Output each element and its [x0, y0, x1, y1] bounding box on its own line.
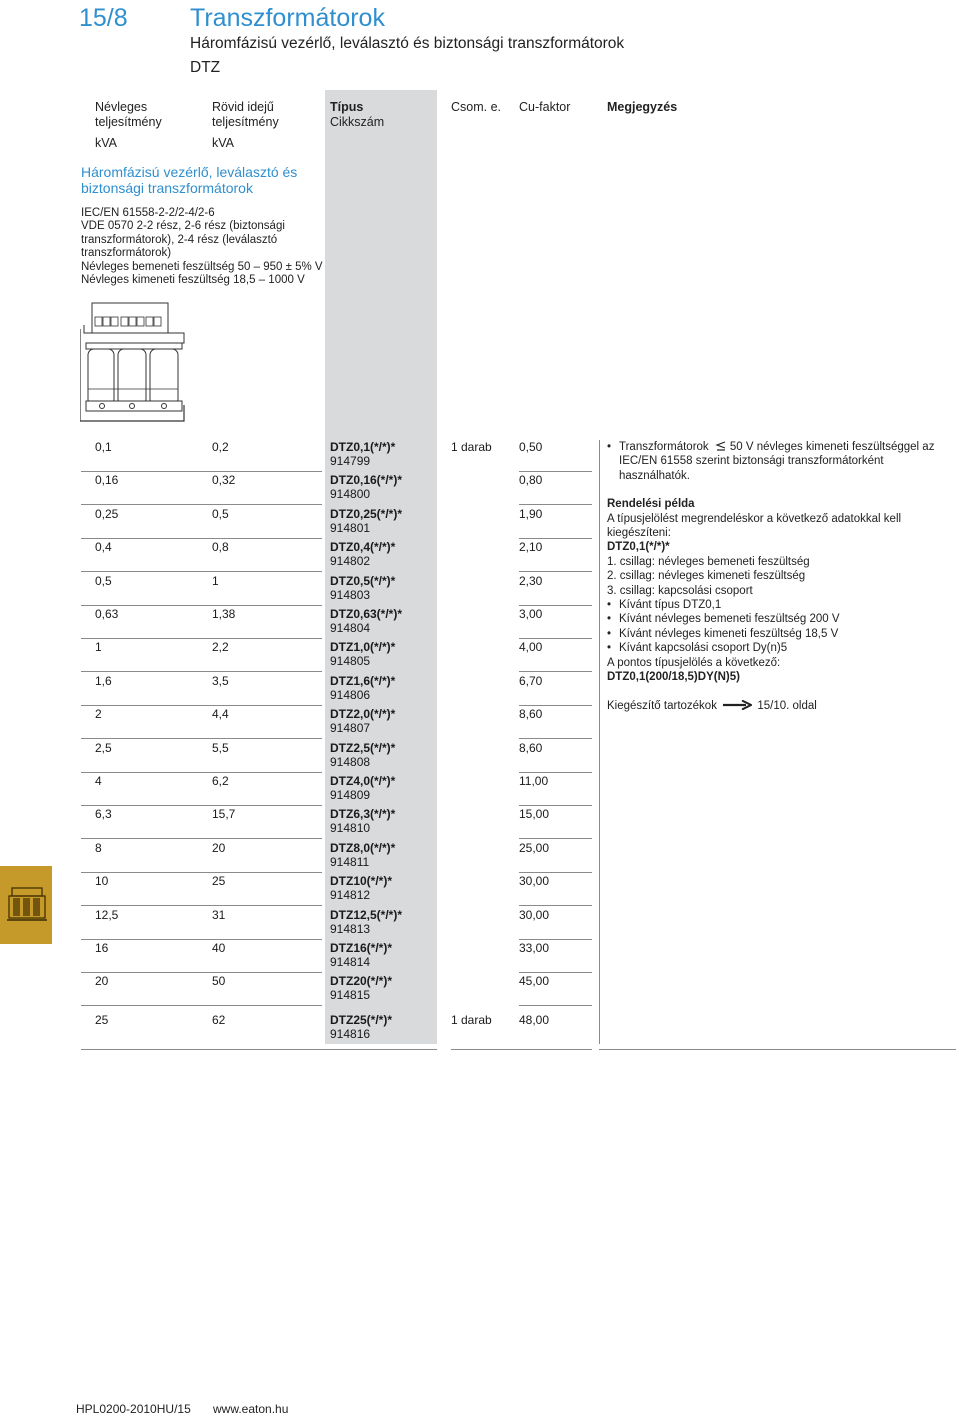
exact-code: DTZ0,1(200/18,5)DY(N)5) — [607, 671, 740, 684]
row-divider — [519, 705, 592, 706]
type-code-cell: DTZ0,4(*/*)* — [330, 540, 396, 555]
row-divider — [212, 471, 322, 472]
row-divider — [519, 571, 592, 572]
short-power-cell: 0,5 — [212, 506, 229, 521]
article-number-cell: 914813 — [330, 921, 371, 936]
short-power-cell: 4,4 — [212, 707, 229, 722]
remarks-block — [607, 440, 957, 713]
article-number-cell: 914811 — [330, 854, 370, 869]
row-divider — [212, 638, 322, 639]
type-code-cell: DTZ12,5(*/*)* — [330, 907, 403, 922]
header-rated-power: Névleges teljesítmény kVA — [95, 100, 162, 150]
rated-power-cell: 0,1 — [95, 440, 112, 454]
wanted-3: • Kívánt névleges kimeneti feszültség 18,5 V — [607, 627, 957, 641]
article-number-cell: 914809 — [330, 788, 371, 802]
rated-power-cell: 2,5 — [95, 740, 112, 755]
cu-factor-cell: 25,00 — [519, 840, 550, 855]
cu-factor-cell: 2,10 — [519, 540, 543, 555]
article-number-cell: 914816 — [330, 1026, 371, 1041]
row-divider — [519, 905, 592, 906]
accessory-line[interactable]: Kiegészítő tartozékok 15/10. oldal — [607, 699, 817, 712]
type-code-cell: DTZ1,6(*/*)* — [330, 673, 396, 688]
row-divider — [519, 939, 592, 940]
row-divider — [519, 671, 592, 672]
row-divider — [212, 504, 322, 505]
type-code-cell: DTZ8,0(*/*)* — [330, 840, 396, 855]
star-1: 1. csillag: névleges bemeneti feszültség — [607, 555, 810, 568]
section-title: Háromfázisú vezérlő, leválasztó és biztonsági transzformátorok — [81, 164, 298, 196]
short-power-cell: 6,2 — [212, 774, 229, 788]
rated-power-cell: 2 — [95, 707, 102, 722]
row-divider — [519, 471, 592, 472]
short-power-cell: 40 — [212, 941, 226, 955]
cu-factor-cell: 6,70 — [519, 673, 543, 688]
cu-factor-cell: 0,50 — [519, 440, 543, 454]
header-pack: Csom. e. — [451, 100, 502, 114]
chapter-title: Transzformátorok — [190, 4, 385, 32]
row-divider — [519, 504, 592, 505]
header-type: Típus Cikkszám — [330, 100, 385, 129]
article-number-cell: 914800 — [330, 487, 371, 502]
type-code-cell: DTZ2,5(*/*)* — [330, 740, 396, 755]
exact-text: A pontos típusjelölés a következő: — [607, 656, 781, 669]
rated-power-cell: 8 — [95, 840, 102, 855]
short-power-cell: 3,5 — [212, 673, 229, 688]
article-number-cell: 914814 — [330, 955, 371, 969]
article-number-cell: 914806 — [330, 687, 371, 702]
short-power-cell: 62 — [212, 1012, 226, 1027]
short-power-cell: 20 — [212, 840, 226, 855]
note-safety: • Transzformátorok 50 V névleges kimeneti feszültséggel az IEC/EN 61558 szerint biztonsági transzformátorként használhatók. — [607, 440, 957, 483]
cu-factor-cell: 30,00 — [519, 874, 550, 889]
cu-factor-cell: 8,60 — [519, 740, 543, 755]
short-power-cell: 50 — [212, 974, 226, 989]
rated-power-cell: 0,4 — [95, 540, 112, 555]
footer-code: HPL0200-2010HU/15 — [76, 1402, 191, 1416]
cu-factor-cell: 0,80 — [519, 473, 543, 488]
wanted-4: • Kívánt kapcsolási csoport Dy(n)5 — [607, 641, 957, 655]
rated-power-cell: 6,3 — [95, 807, 112, 822]
cu-factor-cell: 30,00 — [519, 907, 550, 922]
star-3: 3. csillag: kapcsolási csoport — [607, 584, 753, 597]
cu-factor-cell: 15,00 — [519, 807, 550, 822]
short-power-cell: 0,2 — [212, 440, 229, 454]
row-divider — [212, 972, 322, 973]
row-divider — [519, 1005, 592, 1006]
order-code: DTZ0,1(*/*)* — [607, 541, 670, 554]
page-subtitle: Háromfázisú vezérlő, leválasztó és biztonsági transzformátorok — [190, 35, 625, 52]
pack-unit-cell: 1 darab — [451, 440, 492, 454]
row-divider — [212, 872, 322, 873]
type-code-cell: DTZ20(*/*)* — [330, 974, 393, 989]
article-number-cell: 914807 — [330, 721, 371, 736]
rated-power-cell: 12,5 — [95, 907, 119, 922]
row-divider — [212, 705, 322, 706]
order-example-text: A típusjelölést megrendeléskor a következő adatokkal kell kiegészíteni: — [607, 512, 902, 540]
remarks-divider — [599, 440, 600, 1044]
row-divider — [519, 805, 592, 806]
short-power-cell: 5,5 — [212, 740, 229, 755]
type-code-cell: DTZ0,16(*/*)* — [330, 473, 403, 488]
wanted-2: • Kívánt névleges bemeneti feszültség 200 V — [607, 612, 957, 626]
short-power-cell: 25 — [212, 874, 226, 889]
footer-website[interactable]: www.eaton.hu — [213, 1402, 289, 1416]
type-code-cell: DTZ0,25(*/*)* — [330, 506, 403, 521]
row-divider — [212, 805, 322, 806]
short-power-cell: 15,7 — [212, 807, 236, 822]
arrow-right-icon — [722, 700, 752, 710]
row-divider — [519, 605, 592, 606]
transformer-icon — [0, 866, 52, 944]
short-power-cell: 1 — [212, 573, 219, 588]
header-cu-factor: Cu-faktor — [519, 100, 571, 114]
star-2: 2. csillag: névleges kimeneti feszültség — [607, 570, 806, 583]
row-divider — [519, 972, 592, 973]
cu-factor-cell: 11,00 — [519, 774, 549, 788]
short-power-cell: 1,38 — [212, 607, 236, 621]
chapter-side-tab — [0, 866, 52, 944]
type-code-cell: DTZ16(*/*)* — [330, 941, 393, 955]
cu-factor-cell: 2,30 — [519, 573, 543, 588]
cu-factor-cell: 33,00 — [519, 941, 550, 955]
article-number-cell: 914801 — [330, 520, 371, 535]
row-divider — [519, 538, 592, 539]
row-divider — [212, 605, 322, 606]
header-short-power: Rövid idejű teljesítmény kVA — [212, 100, 279, 150]
header-remark: Megjegyzés — [607, 100, 678, 114]
rated-power-cell: 0,63 — [95, 607, 119, 621]
article-number-cell: 914815 — [330, 988, 371, 1003]
cu-factor-cell: 3,00 — [519, 607, 543, 621]
cu-factor-cell: 48,00 — [519, 1012, 550, 1027]
rated-power-cell: 0,16 — [95, 473, 119, 488]
row-divider — [519, 772, 592, 773]
cu-factor-cell: 1,90 — [519, 506, 543, 521]
table-bottom-rule — [451, 1049, 592, 1050]
wanted-1: • Kívánt típus DTZ0,1 — [607, 598, 957, 612]
type-code-cell: DTZ0,5(*/*)* — [330, 573, 396, 588]
cu-factor-cell: 4,00 — [519, 640, 543, 655]
short-power-cell: 2,2 — [212, 640, 229, 655]
article-number-cell: 914810 — [330, 821, 371, 836]
rated-power-cell: 10 — [95, 874, 109, 889]
type-code-cell: DTZ2,0(*/*)* — [330, 707, 396, 722]
cu-factor-cell: 8,60 — [519, 707, 543, 722]
pack-unit-cell: 1 darab — [451, 1012, 492, 1027]
table-bottom-rule — [81, 1049, 437, 1050]
table-bottom-rule — [599, 1049, 956, 1050]
row-divider — [212, 905, 322, 906]
row-divider — [519, 872, 592, 873]
article-number-cell: 914812 — [330, 888, 371, 903]
row-divider — [212, 671, 322, 672]
short-power-cell: 31 — [212, 907, 226, 922]
rated-power-cell: 25 — [95, 1012, 109, 1027]
transformer-image — [80, 297, 192, 425]
order-example-title: Rendelési példa — [607, 498, 695, 511]
short-power-cell: 0,32 — [212, 473, 236, 488]
rated-power-cell: 1,6 — [95, 673, 112, 688]
row-divider — [212, 571, 322, 572]
type-code-cell: DTZ10(*/*)* — [330, 874, 393, 889]
row-divider — [212, 738, 322, 739]
row-divider — [212, 772, 322, 773]
series-name: DTZ — [190, 59, 221, 76]
short-power-cell: 0,8 — [212, 540, 229, 555]
cu-factor-cell: 45,00 — [519, 974, 550, 989]
row-divider — [212, 538, 322, 539]
row-divider — [212, 838, 322, 839]
article-number-cell: 914808 — [330, 754, 371, 769]
type-code-cell: DTZ4,0(*/*)* — [330, 774, 396, 788]
article-number-cell: 914805 — [330, 654, 371, 669]
row-divider — [212, 939, 322, 940]
rated-power-cell: 0,25 — [95, 506, 119, 521]
type-code-cell: DTZ0,63(*/*)* — [330, 607, 403, 621]
row-divider — [519, 838, 592, 839]
row-divider — [519, 638, 592, 639]
page-number: 15/8 — [79, 4, 128, 32]
type-code-cell: DTZ25(*/*)* — [330, 1012, 393, 1027]
rated-power-cell: 4 — [95, 774, 102, 788]
accessory-ref[interactable]: 15/10. oldal — [757, 699, 817, 712]
rated-power-cell: 1 — [95, 640, 102, 655]
type-code-cell: DTZ0,1(*/*)* — [330, 440, 396, 454]
rated-power-cell: 0,5 — [95, 573, 112, 588]
article-number-cell: 914799 — [330, 454, 371, 468]
row-divider — [519, 738, 592, 739]
type-code-cell: DTZ1,0(*/*)* — [330, 640, 396, 655]
standards-block: IEC/EN 61558-2-2/2-4/2-6 VDE 0570 2-2 rész, 2-6 rész (biztonsági transzformátorok), 2-4 rész (leválasztó transzformátorok) Névleges bemeneti feszültség 50 – 950 ± 5% V Névleges kimeneti feszültség 18,5 – 1000 V — [81, 207, 323, 287]
rated-power-cell: 20 — [95, 974, 109, 989]
article-number-cell: 914803 — [330, 587, 371, 602]
article-number-cell: 914804 — [330, 621, 371, 635]
row-divider — [212, 1005, 322, 1006]
rated-power-cell: 16 — [95, 941, 109, 955]
article-number-cell: 914802 — [330, 554, 371, 569]
less-equal-icon — [715, 441, 727, 451]
type-code-cell: DTZ6,3(*/*)* — [330, 807, 396, 822]
